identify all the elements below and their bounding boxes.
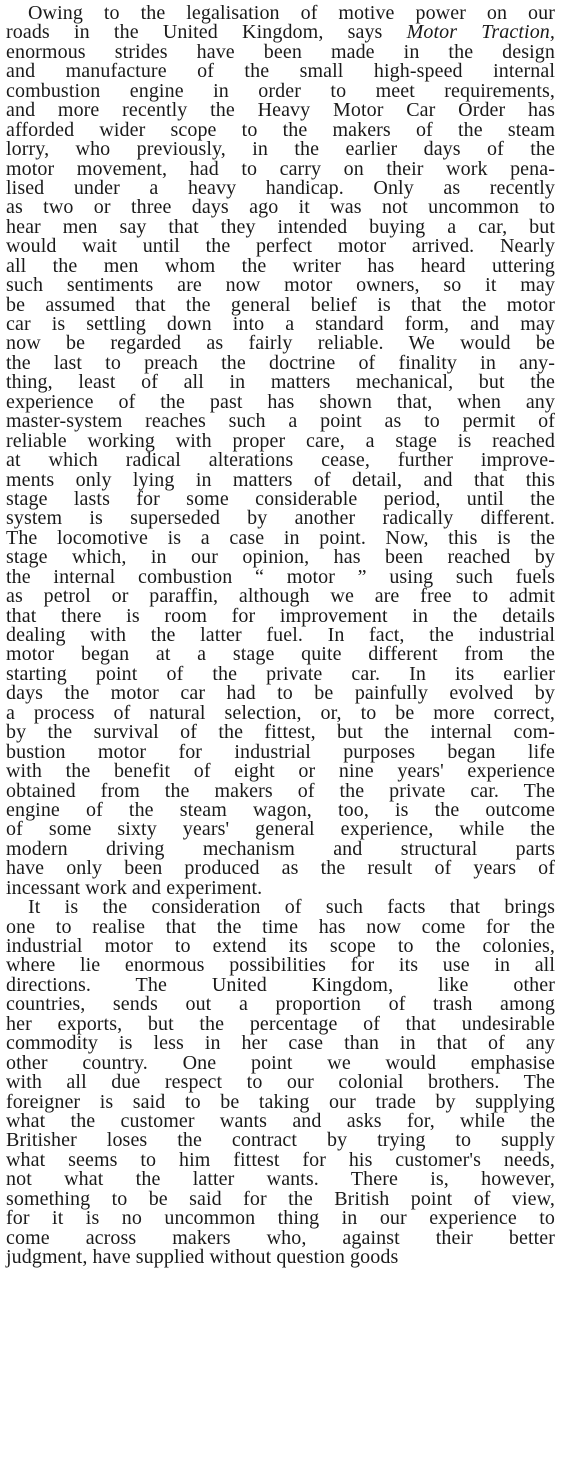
text-line: reliable working with proper care, a stage is reached: [6, 429, 555, 452]
text-line: hear men say that they intended buying a car, but: [6, 215, 555, 238]
text-line: the last to preach the doctrine of finality in any-: [6, 351, 555, 374]
text-line: what the customer wants and asks for, while the: [6, 1109, 555, 1132]
text-line: other country. One point we would emphasise: [6, 1051, 555, 1074]
text-line: now be regarded as fairly reliable. We would be: [6, 332, 555, 355]
text-line: afforded wider scope to the makers of the steam: [6, 118, 555, 141]
text-line: the internal combustion “ motor ” using such fuels: [6, 565, 555, 588]
text-line: have only been produced as the result of years of: [6, 857, 555, 880]
text-line: her exports, but the percentage of that undesirable: [6, 1012, 555, 1035]
text-line: by the survival of the fittest, but the internal com-: [6, 721, 555, 744]
text-line: as petrol or paraffin, although we are free to admit: [6, 585, 555, 608]
text-line: car is settling down into a standard form, and may: [6, 313, 555, 335]
text-line: all the men whom the writer has heard uttering: [6, 254, 555, 277]
paragraph-1: [6, 4, 555, 898]
text-line: It is the consideration of such facts that brings: [28, 896, 555, 919]
text-line: judgment, have supplied without question goods: [6, 1246, 399, 1268]
text-line: as two or three days ago it was not uncommon to: [6, 196, 555, 219]
text-line: engine of the steam wagon, too, is the outcome: [6, 798, 555, 821]
text-line: with all due respect to our colonial brothers. The: [6, 1071, 555, 1094]
text-line: enormous strides have been made in the design: [6, 40, 555, 63]
text-line: starting point of the private car. In its earlier: [6, 662, 555, 685]
paragraph-2: [6, 898, 555, 1267]
text-line: with the benefit of eight or nine years' experience: [6, 760, 555, 783]
text-line: of some sixty years' general experience, while the: [6, 818, 555, 841]
text-line: lorry, who previously, in the earlier days of the: [6, 138, 555, 161]
text-line: Owing to the legalisation of motive power on our: [28, 2, 555, 24]
text-line: modern driving mechanism and structural parts: [6, 837, 555, 860]
text-line: would wait until the perfect motor arrived. Nearly: [6, 235, 555, 258]
text-line: and manufacture of the small high-speed internal: [6, 60, 555, 83]
text-line: master-system reaches such a point as to permit of: [6, 410, 555, 433]
text-line: and more recently the Heavy Motor Car Order has: [6, 99, 555, 122]
text-line: dealing with the latter fuel. In fact, the industrial: [6, 624, 555, 646]
text-line: obtained from the makers of the private car. The: [6, 779, 555, 802]
article-column: [6, 4, 555, 1267]
text-line: such sentiments are now motor owners, so it may: [6, 274, 555, 297]
text-line: commodity is less in her case than in that of any: [6, 1032, 555, 1055]
text-line: lised under a heavy handicap. Only as recently: [6, 176, 555, 199]
text-line: directions. The United Kingdom, like other: [6, 973, 555, 996]
text-line: ments only lying in matters of detail, and that this: [6, 468, 555, 491]
text-line-segment: roads in the United Kingdom, says: [6, 21, 407, 44]
text-line: [6, 23, 555, 42]
text-line: motor movement, had to carry on their work pena-: [6, 157, 555, 180]
text-line: come across makers who, against their better: [6, 1226, 555, 1249]
text-line: what seems to him fittest for his customer's needs,: [6, 1148, 555, 1171]
text-line: for it is no uncommon thing in our experience to: [6, 1207, 555, 1230]
text-line: that there is room for improvement in the details: [6, 604, 555, 627]
text-line: thing, least of all in matters mechanical, but the: [6, 371, 555, 394]
text-line: not what the latter wants. There is, however,: [6, 1168, 555, 1191]
text-line: Britisher loses the contract by trying to supply: [6, 1129, 555, 1152]
text-line: where lie enormous possibilities for its use in all: [6, 954, 555, 977]
text-line: motor began at a stage quite different from the: [6, 643, 555, 666]
text-line: at which radical alterations cease, further improve-: [6, 449, 555, 472]
text-line: The locomotive is a case in point. Now, this is the: [6, 526, 555, 549]
text-line: experience of the past has shown that, when any: [6, 390, 555, 413]
text-line: a process of natural selection, or, to be more correct,: [6, 701, 555, 724]
text-line: incessant work and experiment.: [6, 876, 263, 899]
text-line: be assumed that the general belief is that the motor: [6, 293, 555, 316]
text-line: one to realise that the time has now come for the: [6, 915, 555, 938]
text-line: stage lasts for some considerable period, until the: [6, 487, 555, 510]
text-line: days the motor car had to be painfully evolved by: [6, 682, 555, 705]
publication-title: Motor Traction,: [406, 21, 555, 44]
text-line: bustion motor for industrial purposes began life: [6, 740, 555, 763]
text-line: something to be said for the British point of view,: [6, 1187, 555, 1210]
text-line: stage which, in our opinion, has been reached by: [6, 546, 555, 569]
text-line: industrial motor to extend its scope to the colonies,: [6, 935, 555, 957]
text-line: combustion engine in order to meet requirements,: [6, 79, 555, 102]
text-line: system is superseded by another radically different.: [6, 507, 555, 530]
text-line: countries, sends out a proportion of trash among: [6, 993, 555, 1016]
text-line: foreigner is said to be taking our trade by supplying: [6, 1090, 555, 1113]
